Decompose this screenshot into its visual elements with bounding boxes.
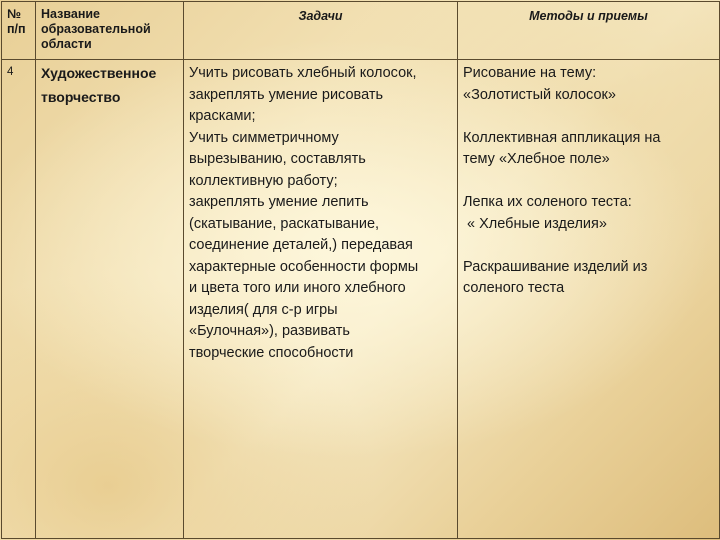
row-number: 4 <box>2 60 36 539</box>
methods-line: Раскрашивание изделий из <box>463 258 648 275</box>
tasks-line: (скатывание, раскатывание, <box>189 215 380 232</box>
methods-line <box>463 235 714 257</box>
tasks-line: изделия( для с-р игры <box>189 301 338 318</box>
methods-line: Коллективная аппликация на <box>463 129 661 146</box>
table-row <box>2 60 720 539</box>
tasks-line: и цвета того или иного хлебного <box>189 280 406 296</box>
methods-line: тему «Хлебное поле» <box>463 151 610 167</box>
row-methods <box>458 60 720 539</box>
tasks-line: Учить рисовать хлебный колосок, <box>189 65 417 81</box>
header-tasks: Задачи <box>184 2 458 60</box>
methods-line: соленого теста <box>463 280 565 296</box>
tasks-line: Учить симметричному <box>189 129 339 146</box>
tasks-line: закреплять умение рисовать <box>189 86 384 103</box>
tasks-line: «Булочная»), развивать <box>189 323 350 339</box>
header-methods: Методы и приемы <box>458 2 720 60</box>
header-number: № п/п <box>2 2 36 60</box>
methods-line: « Хлебные изделия» <box>463 215 607 232</box>
methods-line <box>463 106 714 128</box>
table-header-row <box>2 2 720 60</box>
methods-line: Рисование на тему: <box>463 65 597 81</box>
header-area: Название образовательной области <box>36 2 184 60</box>
tasks-line: характерные особенности формы <box>189 258 419 275</box>
tasks-line: творческие способности <box>189 344 354 361</box>
tasks-line: коллективную работу; <box>189 172 338 189</box>
tasks-line: соединение деталей,) передавая <box>189 237 413 253</box>
program-table <box>1 1 720 539</box>
methods-line: Лепка их соленого теста: <box>463 194 632 210</box>
methods-line <box>463 171 714 193</box>
tasks-line: вырезыванию, составлять <box>189 151 366 167</box>
methods-line: «Золотистый колосок» <box>463 86 616 103</box>
row-area: Художественное творчество <box>36 60 184 539</box>
tasks-line: закреплять умение лепить <box>189 194 369 210</box>
row-tasks <box>184 60 458 539</box>
tasks-line: красками; <box>189 108 256 124</box>
